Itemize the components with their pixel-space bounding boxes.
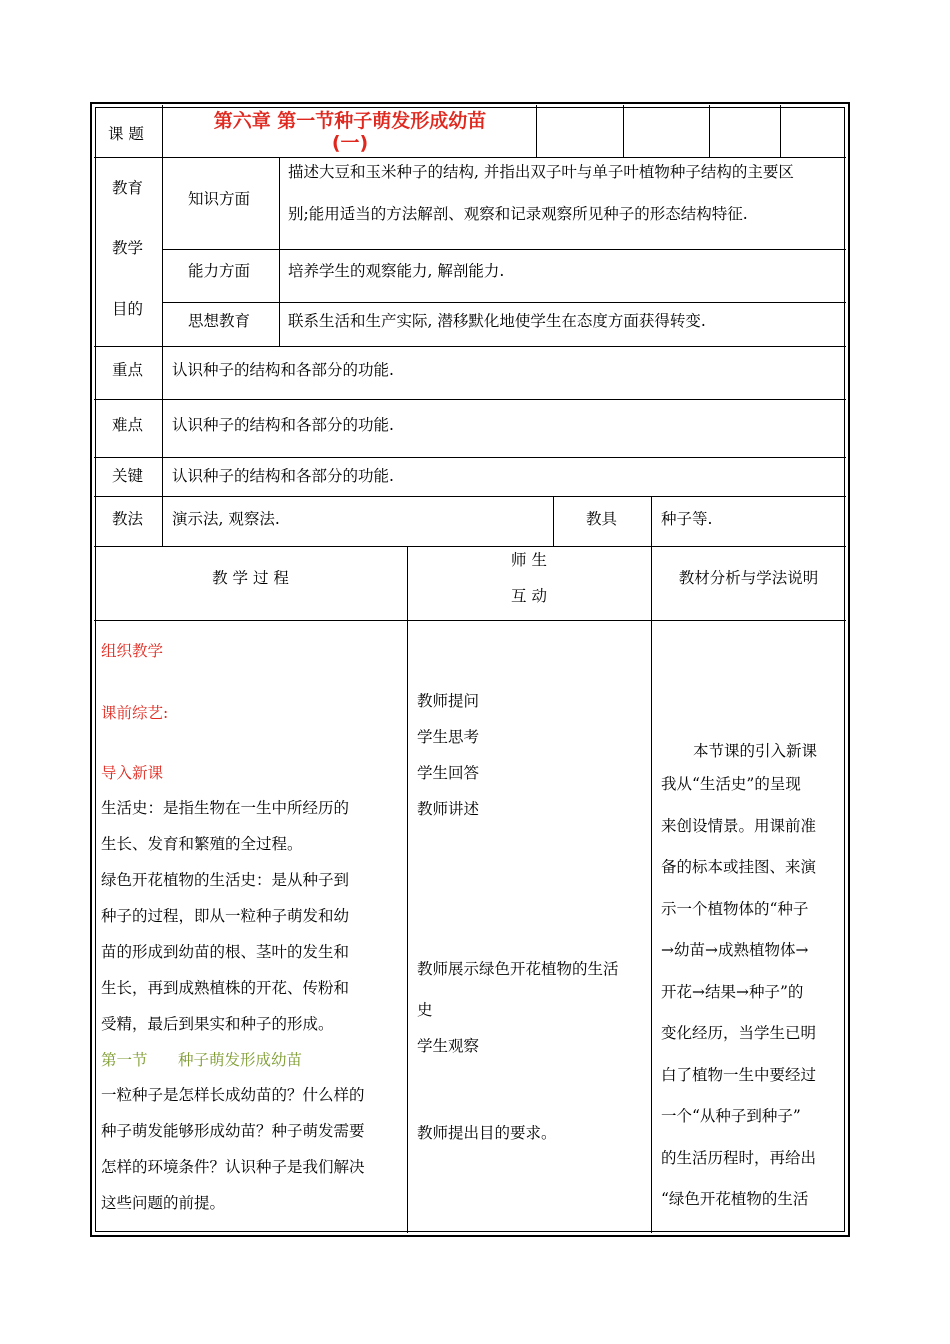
interaction-line: 学生观察 <box>417 1037 480 1055</box>
text-line: 一粒种子是怎样长成幼苗的？什么样的 <box>101 1086 365 1104</box>
knowledge-label: 知识方面 <box>188 190 251 208</box>
intro-heading: 导入新课 <box>101 764 164 782</box>
text-line: 生长、发育和繁殖的全过程。 <box>101 835 303 853</box>
row-line <box>94 546 846 547</box>
col-line <box>780 105 781 157</box>
crux-text: 认识种子的结构和各部分的功能. <box>172 467 394 485</box>
analysis-line: 本节课的引入新课 <box>693 742 818 760</box>
text-line: 我从“生活史”的呈现 <box>661 775 801 793</box>
text-line: 这些问题的前提。 <box>101 1194 226 1212</box>
col-line <box>536 105 537 157</box>
analysis-header: 教材分析与学法说明 <box>678 569 819 587</box>
ability-text: 培养学生的观察能力, 解剖能力. <box>288 262 505 280</box>
row-line <box>94 457 846 458</box>
text-line: 备的标本或挂图、来演 <box>661 858 817 876</box>
text-line: 的生活历程时，再给出 <box>661 1148 817 1167</box>
col-line <box>407 546 408 1233</box>
difficulty-text: 认识种子的结构和各部分的功能. <box>172 416 394 434</box>
row-line <box>94 346 846 347</box>
method-text: 演示法, 观察法. <box>172 510 280 528</box>
lesson-title: 第六章 第一节种子萌发形成幼苗 <box>213 110 487 132</box>
col-line <box>553 496 554 546</box>
objectives-label-1: 教育 <box>112 179 144 197</box>
text-line: 教师讲述 <box>417 800 480 818</box>
col-line <box>709 105 710 157</box>
text-line: 苗的形成到幼苗的根、茎叶的发生和 <box>101 943 350 961</box>
text-line: →幼苗→成熟植物体→ <box>661 941 809 959</box>
col-line <box>162 105 163 546</box>
interaction-line: 教师展示绿色开花植物的生活 <box>417 960 619 978</box>
subject-label: 课 题 <box>108 125 144 143</box>
text-line: 种子的过程，即从一粒种子萌发和幼 <box>101 907 350 925</box>
process-header: 教 学 过 程 <box>212 569 289 587</box>
col-line <box>651 496 652 546</box>
difficulty-label: 难点 <box>112 416 144 434</box>
text-line: 怎样的环境条件？认识种子是我们解决 <box>101 1158 365 1176</box>
row-line <box>94 157 846 158</box>
text-line: 变化经历，当学生已明 <box>661 1024 817 1042</box>
tools-text: 种子等. <box>661 510 713 528</box>
tools-label: 教具 <box>586 510 618 528</box>
row-line <box>94 496 846 497</box>
section-number: 第一节 <box>101 1051 148 1069</box>
col-line <box>623 105 624 157</box>
text-line: 来创设情景。用课前准 <box>661 816 817 835</box>
row-line <box>162 302 846 303</box>
interaction-line: 教师提出目的要求。 <box>417 1124 557 1142</box>
key-point-label: 重点 <box>112 361 144 379</box>
text-line: 种子萌发能够形成幼苗？种子萌发需要 <box>101 1122 365 1140</box>
objectives-label-3: 目的 <box>112 300 144 318</box>
section-title: 种子萌发形成幼苗 <box>178 1051 303 1069</box>
text-line: 白了植物一生中要经过 <box>661 1065 817 1084</box>
text-line: 示一个植物体的“种子 <box>661 899 809 918</box>
text-line: 生活史：是指生物在一生中所经历的 <box>101 799 350 817</box>
text-line: 受精，最后到果实和种子的形成。 <box>101 1015 334 1033</box>
interaction-line: 史 <box>417 1001 433 1019</box>
interaction-header-1: 师 生 <box>511 551 547 569</box>
interaction-header-2: 互 动 <box>511 587 547 605</box>
text-line: 学生思考 <box>417 728 480 746</box>
warmup-heading: 课前综艺: <box>101 704 169 722</box>
crux-label: 关键 <box>112 467 144 485</box>
row-line <box>94 620 846 621</box>
ideology-text: 联系生活和生产实际, 潜移默化地使学生在态度方面获得转变. <box>288 312 706 330</box>
method-label: 教法 <box>112 510 144 528</box>
ideology-label: 思想教育 <box>188 312 251 330</box>
row-line <box>94 399 846 400</box>
text-line: “绿色开花植物的生活 <box>661 1190 809 1208</box>
row-line <box>162 249 846 250</box>
text-line: 一个“从种子到种子” <box>661 1107 801 1125</box>
organize-heading: 组织教学 <box>101 642 164 660</box>
text-line: 开花→结果→种子”的 <box>661 982 804 1001</box>
text-line: 学生回答 <box>417 764 480 782</box>
knowledge-text: 别;能用适当的方法解剖、观察和记录观察所见种子的形态结构特征. <box>288 205 748 223</box>
key-point-text: 认识种子的结构和各部分的功能. <box>172 361 394 379</box>
col-line <box>279 157 280 346</box>
process-paragraph-2 <box>101 1077 365 1221</box>
text-line: 绿色开花植物的生活史：是从种子到 <box>101 871 350 889</box>
lesson-title-sub: (一) <box>331 132 369 154</box>
process-paragraph <box>101 790 349 1042</box>
objectives-label-2: 教学 <box>112 239 144 257</box>
interaction-group-1 <box>417 683 479 827</box>
analysis-paragraph <box>661 764 816 1221</box>
ability-label: 能力方面 <box>188 262 251 280</box>
col-line <box>651 546 652 1233</box>
text-line: 生长，再到成熟植株的开花、传粉和 <box>101 979 350 997</box>
knowledge-text: 描述大豆和玉米种子的结构, 并指出双子叶与单子叶植物种子结构的主要区 <box>288 163 794 181</box>
text-line: 教师提问 <box>417 692 480 710</box>
